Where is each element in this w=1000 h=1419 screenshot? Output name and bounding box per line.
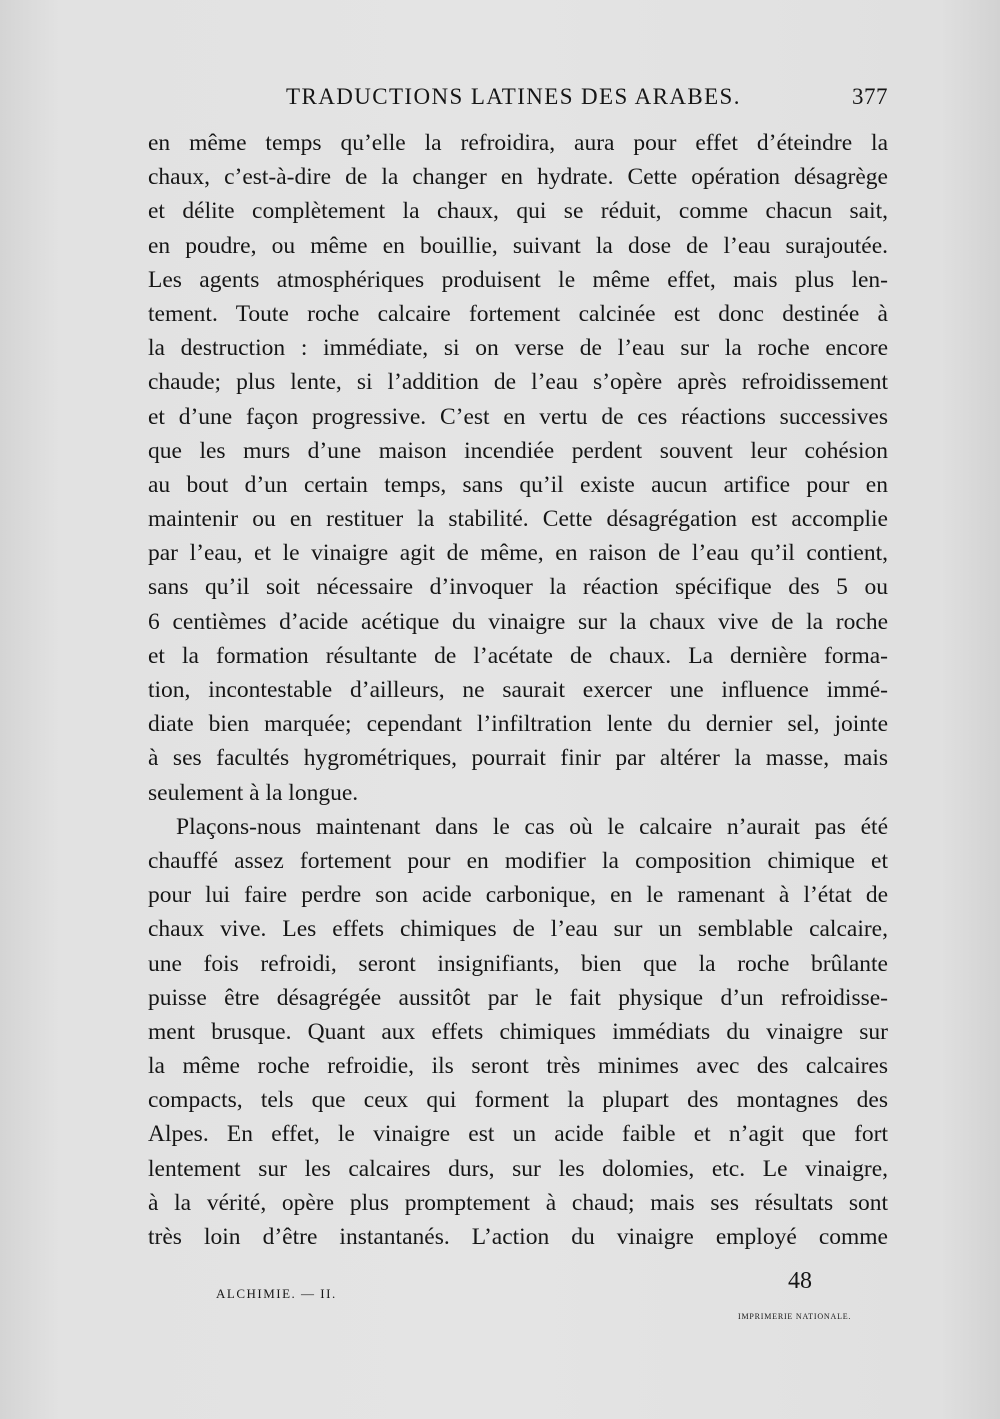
text-line: tion, incontestable d’ailleurs, ne saurait exercer une influence immé- (148, 677, 888, 703)
running-head (148, 84, 888, 118)
text-line: tement. Toute roche calcaire fortement calcinée est donc destinée à (148, 300, 888, 327)
printer-imprint: IMPRIMERIE NATIONALE. (738, 1312, 852, 1321)
text-line: pour lui faire perdre son acide carbonique, en le ramenant à l’état de (148, 882, 888, 909)
text-line: la même roche refroidie, ils seront très minimes avec des calcaires (148, 1053, 888, 1080)
page-number: 377 (852, 84, 888, 109)
text-line: au bout d’un certain temps, sans qu’il existe aucun artifice pour en (148, 471, 888, 498)
text-line: et délite complètement la chaux, qui se réduit, comme chacun sait, (148, 198, 888, 225)
text-line: chaux vive. Les effets chimiques de l’eau sur un semblable calcaire, (148, 916, 888, 943)
text-line: à la vérité, opère plus promptement à chaud; mais ses résultats sont (148, 1189, 888, 1216)
text-line: compacts, tels que ceux qui forment la plupart des montagnes des (148, 1087, 888, 1114)
footer-volume-label: ALCHIMIE. — II. (216, 1286, 337, 1301)
text-line: maintenir ou en restituer la stabilité. Cette désagrégation est accomplie (148, 506, 888, 533)
text-line: 6 centièmes d’acide acétique du vinaigre sur la chaux vive de la roche (148, 608, 888, 635)
text-line: puisse être désagrégée aussitôt par le fait physique d’un refroidisse- (148, 984, 888, 1011)
paragraph-start-line: Plaçons-nous maintenant dans le cas où le calcaire n’aurait pas été (176, 813, 888, 840)
paragraph-end-line: seulement à la longue. (148, 779, 359, 806)
text-line: en poudre, ou même en bouillie, suivant la dose de l’eau surajoutée. (148, 232, 888, 259)
text-line: Alpes. En effet, le vinaigre est un acide faible et n’agit que fort (148, 1121, 888, 1148)
text-line: lentement sur les calcaires durs, sur les dolomies, etc. Le vinaigre, (148, 1155, 888, 1182)
text-line: et la formation résultante de l’acétate de chaux. La dernière forma- (148, 642, 888, 669)
text-line: très loin d’être instantanés. L’action du vinaigre employé comme (148, 1224, 888, 1250)
text-line: chaude; plus lente, si l’addition de l’eau s’opère après refroidissement (148, 369, 888, 396)
text-line: ment brusque. Quant aux effets chimiques immédiats du vinaigre sur (148, 1018, 888, 1045)
text-line: diate bien marquée; cependant l’infiltration lente du dernier sel, jointe (148, 711, 888, 738)
body-text (148, 126, 888, 1254)
text-line: sans qu’il soit nécessaire d’invoquer la réaction spécifique des 5 ou (148, 574, 888, 601)
text-line: une fois refroidi, seront insignifiants, bien que la roche brûlante (148, 950, 888, 977)
text-line: que les murs d’une maison incendiée perdent souvent leur cohésion (148, 437, 888, 464)
text-line: à ses facultés hygrométriques, pourrait finir par altérer la masse, mais (148, 745, 888, 772)
text-line: par l’eau, et le vinaigre agit de même, en raison de l’eau qu’il contient, (148, 540, 888, 567)
signature-mark: 48 (788, 1268, 812, 1294)
running-title: TRADUCTIONS LATINES DES ARABES. (286, 84, 741, 109)
text-line: chauffé assez fortement pour en modifier la composition chimique et (148, 847, 888, 874)
text-line: en même temps qu’elle la refroidira, aura pour effet d’éteindre la (148, 130, 888, 156)
text-line: et d’une façon progressive. C’est en vertu de ces réactions successives (148, 403, 888, 430)
text-line: Les agents atmosphériques produisent le même effet, mais plus len- (148, 266, 888, 293)
text-line: la destruction : immédiate, si on verse de l’eau sur la roche encore (148, 335, 888, 362)
text-line: chaux, c’est-à-dire de la changer en hydrate. Cette opération désagrège (148, 164, 888, 191)
